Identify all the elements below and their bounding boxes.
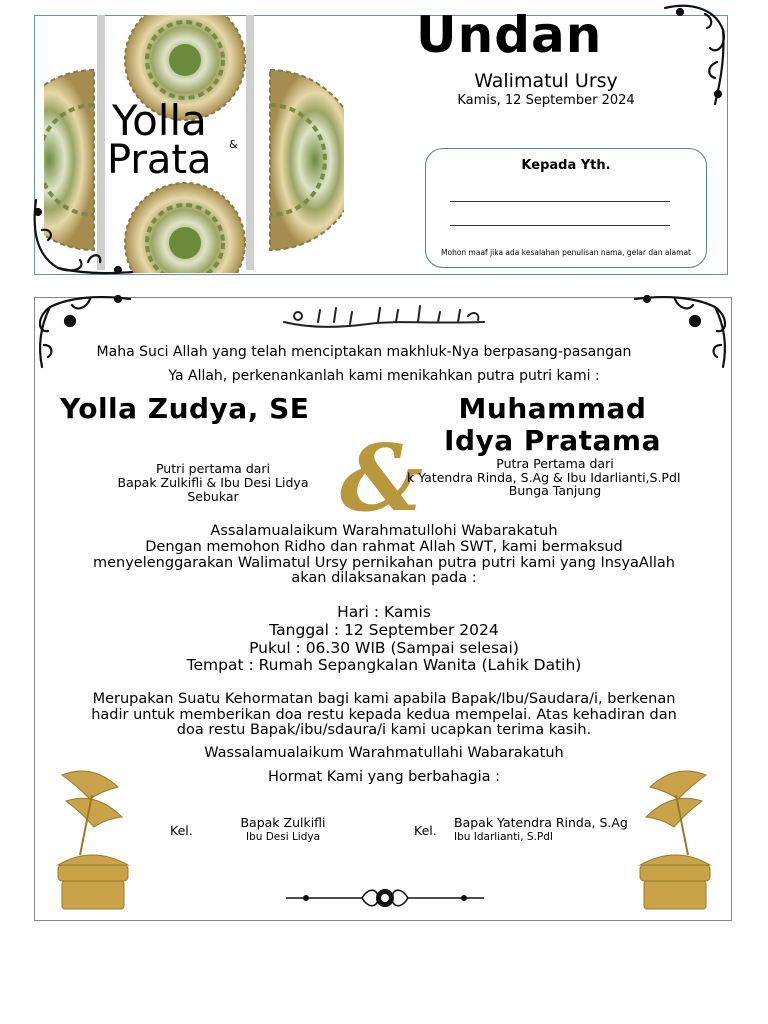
groom-name-line-2: Idya Pratama — [444, 424, 661, 457]
envelope-date: Kamis, 12 September 2024 — [457, 93, 635, 108]
envelope-ampersand: & — [229, 138, 238, 151]
verse-line-2: Ya Allah, perkenankanlah kami menikahkan putra putri kami : — [168, 368, 600, 384]
event-day: Hari : Kamis — [337, 603, 431, 621]
bismillah-calligraphy-icon — [278, 302, 490, 336]
event-date: Tanggal : 12 September 2024 — [269, 621, 499, 639]
family-left-prefix: Kel. — [170, 823, 193, 838]
address-cut-text — [481, 173, 651, 179]
address-line — [450, 225, 670, 226]
envelope-title: Undan — [416, 6, 603, 64]
greeting: Assalamualaikum Warahmatullohi Wabarakatuh — [210, 523, 558, 539]
family-right-sub: Ibu Idarlianti, S.PdI — [454, 831, 553, 843]
envelope-event: Walimatul Ursy — [474, 70, 618, 92]
family-left-sub: Ibu Desi Lidya — [245, 831, 321, 843]
event-place: Tempat : Rumah Sepangkalan Wanita (Lahik Datih) — [186, 656, 582, 674]
closing-salam: Wassalamualaikum Warahmatullahi Wabarakatuh — [204, 745, 564, 761]
bride-role: Putri pertama dari — [155, 461, 271, 476]
family-right-name: Bapak Yatendra Rinda, S.Ag — [454, 815, 628, 830]
closing-line-2: hadir untuk memberikan doa restu kepada kedua mempelai. Atas kehadiran dan — [91, 707, 677, 723]
gold-ampersand: & — [340, 424, 424, 532]
event-time: Pukul : 06.30 WIB (Sampai selesai) — [249, 639, 519, 657]
address-note: Mohon maaf jika ada kesalahan penulisan nama, gelar dan alamat — [441, 248, 691, 257]
bride-parents: Bapak Zulkifli & Ibu Desi Lidya — [117, 475, 309, 490]
groom-parents: k Yatendra Rinda, S.Ag & Ibu Idarlianti,S.PdI — [407, 470, 681, 485]
groom-role: Putra Pertama dari — [496, 456, 614, 471]
gold-umbrella-chest-left-icon — [52, 765, 142, 915]
flourish-bottom-left-icon — [28, 190, 138, 280]
address-line — [450, 201, 670, 202]
intro-line-1: Dengan memohon Ridho dan rahmat Allah SWT, kami bermaksud — [145, 539, 623, 555]
closing-line-1: Merupakan Suatu Kehormatan bagi kami apabila Bapak/Ibu/Saudara/i, berkenan — [92, 691, 676, 707]
gold-umbrella-chest-right-icon — [626, 765, 716, 915]
envelope-bride-name: Yolla — [112, 96, 207, 145]
address-box — [425, 148, 707, 268]
address-title: Kepada Yth. — [521, 158, 611, 173]
family-left-name: Bapak Zulkifli — [240, 815, 326, 830]
closing-line-3: doa restu Bapak/ibu/sdaura/i kami ucapkan terima kasih. — [176, 722, 592, 738]
hormat-line: Hormat Kami yang berbahagia : — [267, 769, 501, 785]
mandala-right — [270, 70, 344, 250]
groom-origin: Bunga Tanjung — [508, 483, 602, 498]
bride-origin: Sebukar — [187, 489, 239, 504]
verse-line-1: Maha Suci Allah yang telah menciptakan makhluk-Nya berpasang-pasangan — [96, 344, 632, 360]
groom-name-line-1: Muhammad — [458, 392, 647, 425]
intro-line-2: menyelenggarakan Walimatul Ursy pernikahan putra putri kami yang InsyaAllah — [92, 555, 675, 571]
mandala-bottom — [125, 183, 245, 273]
divider-flourish-icon — [282, 884, 488, 912]
flourish-top-right-icon — [655, 0, 730, 110]
intro-line-3: akan dilaksanakan pada : — [291, 570, 477, 586]
envelope-groom-name: Prata — [107, 137, 212, 183]
family-right-prefix: Kel. — [414, 823, 437, 838]
bride-name: Yolla Zudya, SE — [60, 392, 310, 425]
